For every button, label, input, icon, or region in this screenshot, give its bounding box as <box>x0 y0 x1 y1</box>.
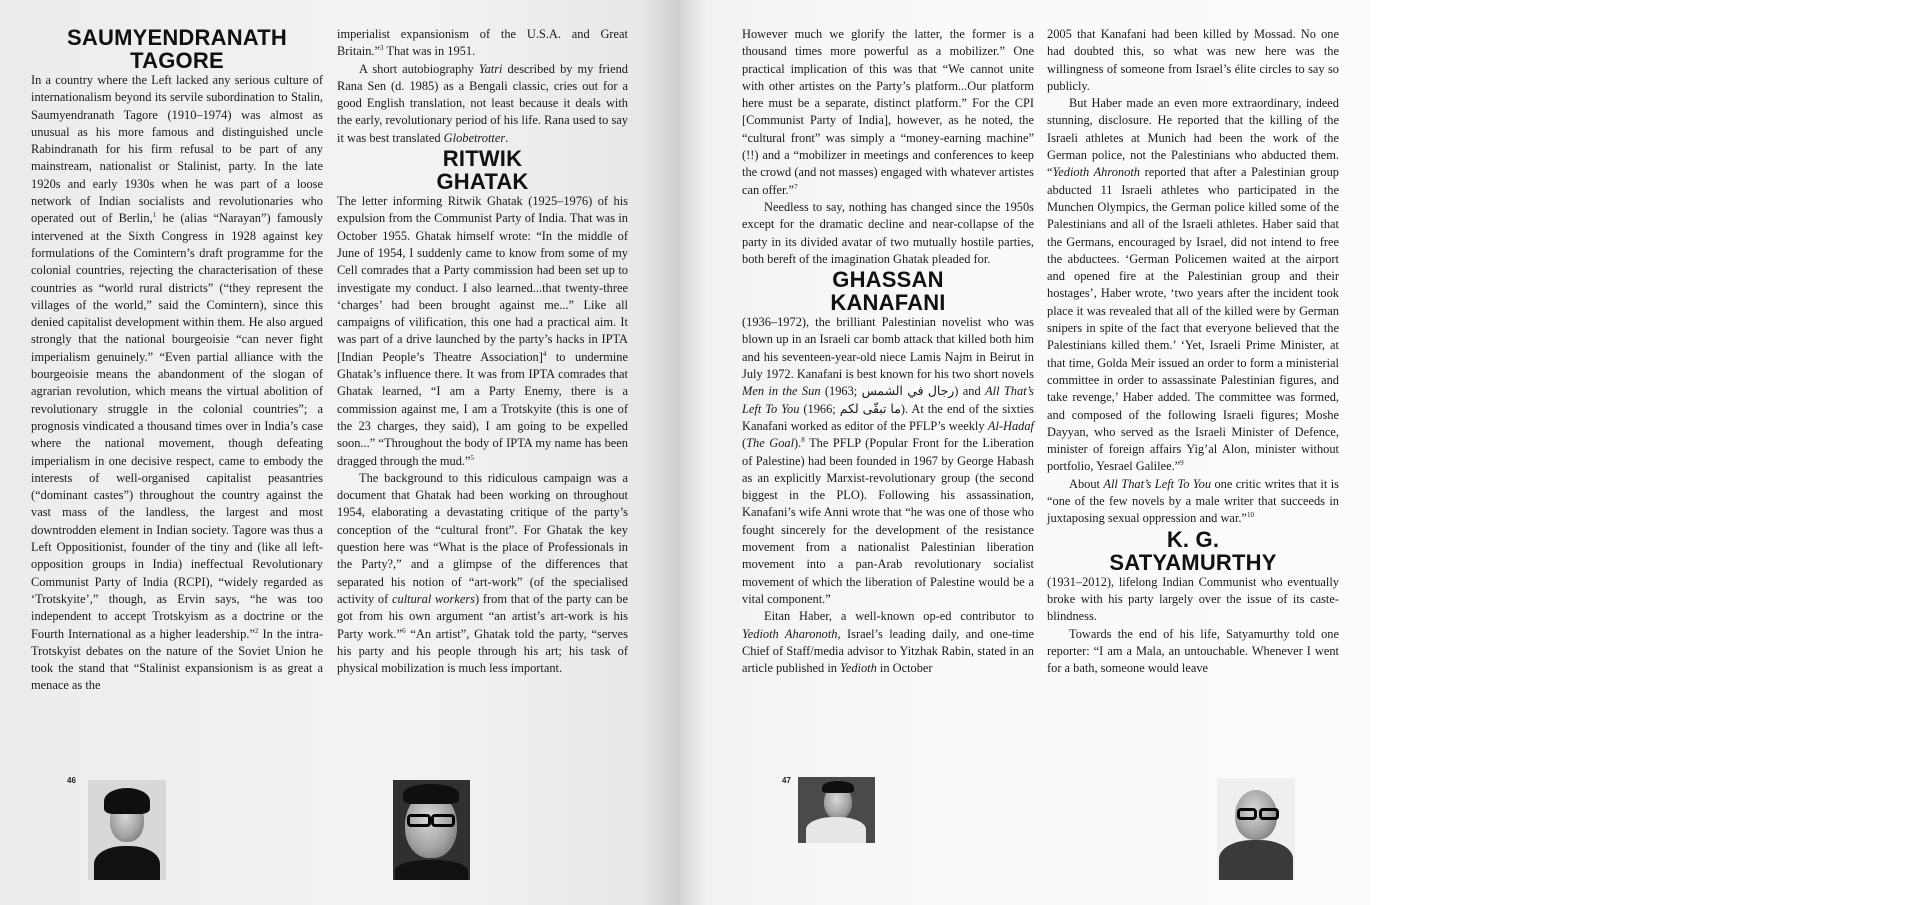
column-2 <box>337 26 628 677</box>
portrait-kg-satyamurthy <box>1217 778 1295 880</box>
footnote-8[interactable]: 8 <box>801 436 805 445</box>
paragraph-ghatak-continued: However much we glorify the latter, the former is a thousand times more powerful as a mobilizer.” One practical implication of this was that “We cannot unite with other artistes on the Party’s platform...Our platform here must be a separate, distinct platform.” For the CPI [Communist Party of India], however, as he noted, the “cultural front” was simply a “money-earning machine” (!!) and a “mobilizer in meetings and conferences to keep the crowd (and not masses) engaged with whatever artistes can offer.”$^7$ <box>742 27 1034 197</box>
column-4 <box>1047 26 1339 677</box>
footnote-2[interactable]: 2 <box>254 626 259 635</box>
column-3 <box>742 26 1034 677</box>
page-number-left: 46 <box>67 776 76 785</box>
paragraph-kg-1: (1931–2012), lifelong Indian Communist who eventually broke with his party largely over the issue of its caste-blindness. <box>1047 574 1339 624</box>
portrait-ritwik-ghatak <box>393 780 470 880</box>
footnote-1[interactable]: 1 <box>152 211 157 220</box>
column-1 <box>31 26 323 695</box>
paragraph-haber-disclosure: But Haber made an even more extraordinary, indeed stunning, disclosure. He reported that the killing of the Israeli athletes at Munich had been the work of the German police, not the Palestinians who abducted them. “Yedioth Ahronoth reported that after a Palestinian group abducted 11 Israeli athletes who participated in the Munchen Olympics, the German police killed some of the Palestinians and all of the Israeli athletes. Haber said that the Germans, encouraged by Israel, did not intend to free the abductees. ‘German Policemen waited at the airport and opened fire at the Palestinian group and their hostages’, Haber wrote, ‘two years after the incident took place it was revealed that all of the killed were by German snipers in spite of the fact that everyone believed that the Palestinians killed them.’ ‘Yet, Israeli Prime Minister, at that time, Golda Meir issued an order to form a ministerial committee in order to assassinate Palestinian figures, and take revenge,’ Haber added. The committee was formed, and composed of the following Israeli figures; Moshe Dayyan, who served as the Israeli Minister of Defence, minister of foreign affairs Yig’al Alon, minister without portfolio, Yesrael Galilee.”$^9$ <box>1047 96 1339 474</box>
footnote-9[interactable]: 9 <box>1180 459 1184 468</box>
page-number-right: 47 <box>782 776 791 785</box>
portrait-ghassan-kanafani <box>798 777 875 843</box>
paragraph-continued: imperialist expansionism of the U.S.A. and Great Britain.”$^3$ That was in 1951. <box>337 27 628 59</box>
footnote-10[interactable]: 10 <box>1246 511 1254 520</box>
paragraph-saumyendranath: In a country where the Left lacked any serious culture of internationalism beyond its servile subordination to Stalin, Saumyendranath Tagore (1910–1974) was almost as unusual as his more famous and distinguished uncle Rabindranath for his firm refusal to be part of any mainstream, nationalist or Stalinist, party. In the late 1920s and early 1930s when he was part of a loose network of Indian socialists and revolutionaries who operated out of Berlin,$^1$ he (alias “Narayan”) famously intervened at the Sixth Congress in 1928 against key formulations of the Comintern’s draft programme for the colonial countries, rejecting the characterisation of these countries as “world rural districts” (“they represent the villages of the world,” said the Comintern), since this denied capitalist development within them. He also argued strongly that the national bourgeoisie “can never fight imperialism genuinely.” “Even partial alliance with the bourgeoisie means the abandonment of the slogan of agrarian revolution, which means the virtual abolition of revolutionary struggle in the colonial countries”; a prognosis vindicated a thousand times over in India’s case where the national movement, though defeating imperialism in one decisive respect, came to embody the interests of well-organised capitalist peasantries (“dominant castes”) throughout the country against the vast mass of the landless, the largest and most downtrodden element in Indian society. Tagore was thus a Left Oppositionist, founder of the tiny and (like all left-opposition groups in India) ineffectual Revolutionary Communist Party of India (RCPI), “widely regarded as ‘Trotskyite’,” though, as Ervin says, “he was too independent to accept Trotskyism as a doctrine or the Fourth International as a higher leadership.”$^2$ In the intra-Trotskyist debates on the nature of the Soviet Union he took the stand that “Stalinist expansionism is as great a menace as the <box>31 73 324 693</box>
footnote-7[interactable]: 7 <box>794 182 798 191</box>
heading-kg-satyamurthy: K. G. SATYAMURTHY <box>1109 526 1277 575</box>
paragraph-ghassan-1: (1936–1972), the brilliant Palestinian novelist who was blown up in an Israeli car bomb attack that killed both him and his seventeen-year-old niece Lamis Najm in Beirut in July 1972. Kanafani is best known for his two short novels Men in the Sun (1963; رجال في الشمس) and All That’s Left To You (1966; ما تبقّى لكم). At the end of the sixties Kanafani worked as editor of the PFLP’s weekly Al-Hadaf (The Goal).$^8$ The PFLP (Popular Front for the Liberation of Palestine) had been founded in 1967 by George Habash as an explicitly Marxist-revolutionary group (the second biggest in the PLO). Following his assassination, Kanafani’s wife Anni wrote that “he was one of those who fought sincerely for the development of the resistance movement from a nationalist Palestinian liberation movement into a pan-Arab revolutionary socialist movement of which the liberation of Palestine would be a vital component.” <box>742 315 1034 606</box>
blank-area <box>1370 0 1920 905</box>
paragraph-mossad: 2005 that Kanafani had been killed by Mossad. No one had doubted this, so what was new here was the willingness of someone from Israel’s élite circles to say so publicly. <box>1047 27 1339 93</box>
paragraph-needless-to-say: Needless to say, nothing has changed since the 1950s except for the dramatic decline and near-collapse of the party in its divided avatar of two mutually hostile parties, both bereft of the imagination Ghatak pleaded for. <box>742 199 1034 266</box>
footnote-3[interactable]: 3 <box>380 44 384 53</box>
left-page <box>0 0 680 905</box>
footnote-5[interactable]: 5 <box>470 453 475 462</box>
paragraph-ghassan-2: Eitan Haber, a well-known op-ed contributor to Yedioth Aharonoth, Israel’s leading daily, and one-time Chief of Staff/media advisor to Yitzhak Rabin, stated in an article published in Yedioth in October <box>742 609 1034 676</box>
paragraph-ritwik-2: The background to this ridiculous campaign was a document that Ghatak had been working on throughout 1954, elaborating a devastating critique of the party’s conception of the “cultural front”. For Ghatak the key question here was “What is the place of Professionals in the Party?,” and a glimpse of the differences that separated his notion of “art-work” (of the specialised activity of cultural workers) from that of the party can be got from his own argument “an artist’s art-work is his Party work.”$^6$ “An artist”, Ghatak told the party, “serves his party and his people through his art; his task of physical mobilization is much less important. <box>337 470 628 676</box>
paragraph-yatri: A short autobiography Yatri described by my friend Rana Sen (d. 1985) as a Bengali classic, cries out for a good English translation, not least because it deals with the early, revolutionary period of his life. Rana used to say it was best translated Globetrotter. <box>337 61 628 145</box>
heading-saumyendranath-tagore: SAUMYENDRANATH TAGORE <box>67 25 287 73</box>
paragraph-ritwik-1: The letter informing Ritwik Ghatak (1925–1976) of his expulsion from the Communist Party of India. That was in October 1955. Ghatak himself wrote: “In the middle of June of 1954, I suddenly came to know from some of my Cell comrades that a Party commission had been set up to investigate my conduct. I also learned...that twenty-three ‘charges’ had been brought against me...” Like all campaigns of vilification, this one had a practical aim. It was part of a drive launched by the party’s hacks in IPTA [Indian People’s Theatre Association]$^4$ to undermine Ghatak’s influence there. It was from IPTA comrades that Ghatak learned, “I am a Party Enemy, there is a commission against me, I am a Trotskyite (this is one of the 23 charges, they said), I am going to be expelled soon...” “Throughout the body of IPTA my name has been dragged through the mud.”$^5$ <box>337 194 628 468</box>
heading-ritwik-ghatak: RITWIK GHATAK <box>436 146 529 195</box>
footnote-4[interactable]: 4 <box>542 349 547 358</box>
portrait-saumyendranath-tagore <box>88 780 166 880</box>
heading-ghassan-kanafani: GHASSAN KANAFANI <box>830 267 946 316</box>
paragraph-kg-2: Towards the end of his life, Satyamurthy told one reporter: “I am a Mala, an untouchable. Whenever I went for a bath, someone would leave <box>1047 626 1339 676</box>
paragraph-critic: About All That’s Left To You one critic writes that it is “one of the few novels by a male writer that succeeds in juxtaposing sexual oppression and war.”$^{10}$ <box>1047 476 1339 526</box>
footnote-6[interactable]: 6 <box>402 626 406 635</box>
